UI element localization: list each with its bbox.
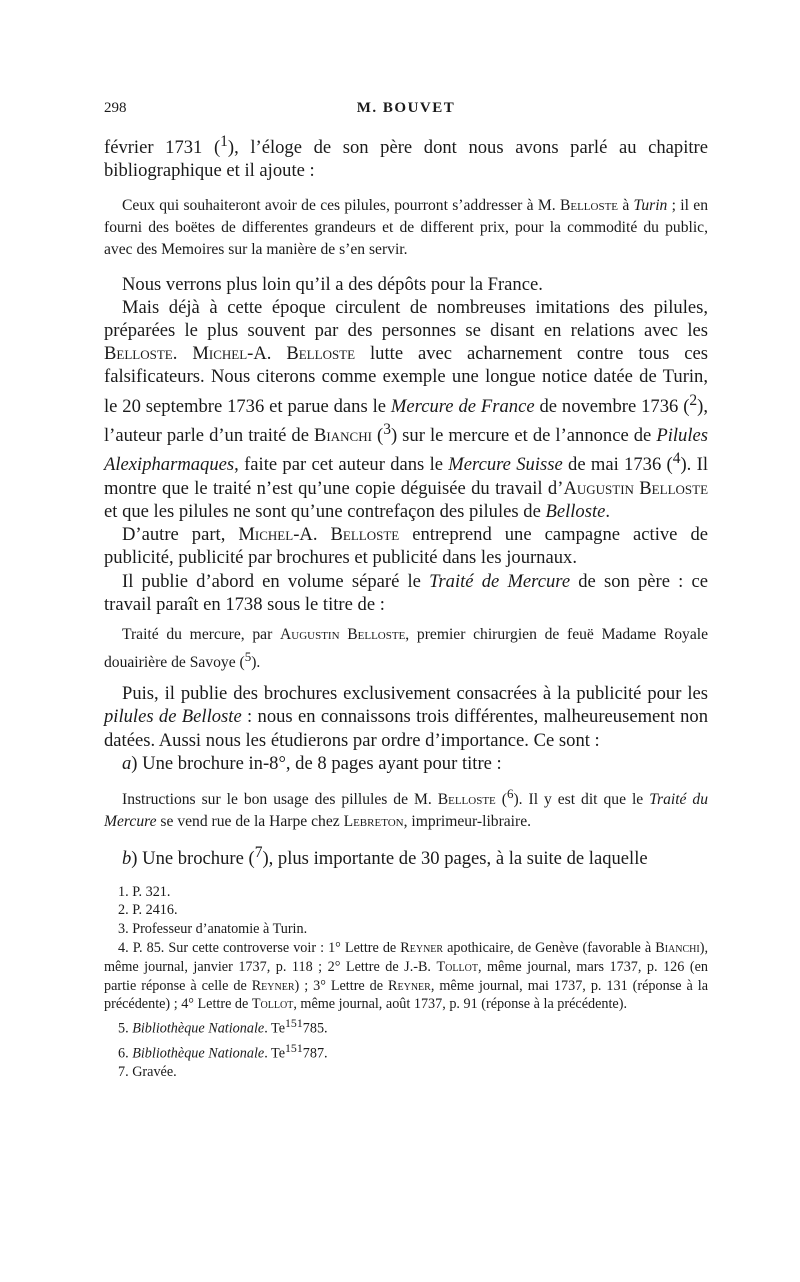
footnote-3: 3. Professeur d’anatomie à Turin.: [118, 921, 308, 938]
quotation-instructions: Instructions sur le bon usage des pillules de M. Belloste ($^6$). Il y est dit que le Traité du Mercure se vend rue de la Harpe chez Lebreton, imprimeur-libraire.: [104, 786, 709, 831]
paragraph-5: Il publie d’abord en volume séparé le Traité de Mercure de son père : ce travail paraît en 1738 sous le titre de :: [104, 570, 708, 615]
footnote-7: 7. Gravée.: [118, 1064, 177, 1081]
quotation-title: Traité du mercure, par Augustin Belloste, premier chirurgien de feuë Madame Royale douairière de Savoye ($^5$).: [104, 626, 708, 672]
footnote-5: 5. Bibliothèque Nationale. Te$^{151}$785.: [118, 1016, 328, 1037]
page-body: [104, 130, 708, 1082]
paragraph-2: Nous verrons plus loin qu’il a des dépôts pour la France.: [122, 273, 543, 295]
footnote-4: 4. P. 85. Sur cette controverse voir : 1° Lettre de Reyner apothicaire, de Genève (favorable à Bianchi), même journal, janvier 1737, p. 118 ; 2° Lettre de J.-B. Tollot, même journal, mars 1737, p. 126 (en partie réponse à celle de Reyner) ; 3° Lettre de Reyner, même journal, mai 1737, p. 131 (réponse à la précédente) ; 4° Lettre de Tollot, même journal, août 1737, p. 91 (réponse à la précédente).: [104, 939, 708, 1013]
page-header: [104, 100, 708, 122]
paragraph-1: février 1731 ($^1$), l’éloge de son père dont nous avons parlé au chapitre bibliographique et il ajoute :: [104, 133, 708, 182]
page-number: 298: [104, 100, 127, 116]
paragraph-6: Puis, il publie des brochures exclusivement consacrées à la publicité pour les pilules de Belloste : nous en connaissons trois différentes, malheureusement non datées. Aussi nous les étudierons par ordre d’importance. Ce sont :: [104, 683, 708, 751]
footnotes: [104, 883, 708, 1082]
paragraph-4: D’autre part, Michel-A. Belloste entreprend une campagne active de publicité, publicité par brochures et publicité dans les journaux.: [104, 524, 708, 569]
running-title: M. BOUVET: [356, 100, 456, 116]
footnote-2: 2. P. 2416.: [118, 902, 178, 919]
quotation-pills: Ceux qui souhaiteront avoir de ces pilules, pourront s’addresser à M. Belloste à Turin ; il en fourni des boëtes de differentes grandeurs et de different prix, pour la commodité du public, avec des Memoires sur la manière de s’en servir.: [104, 196, 708, 258]
paragraph-3: Mais déjà à cette époque circulent de nombreuses imitations des pilules, préparées le plus souvent par des personnes se disant en relations avec les Belloste. Michel-A. Belloste lutte avec acharnement contre tous ces falsificateurs. Nous citerons comme exemple une longue notice datée de Turin, le 20 septembre 1736 et parue dans le Mercure de France de novembre 1736 ($^2$), l’auteur parle d’un traité de Bianchi ($^3$) sur le mercure et de l’annonce de Pilules Alexipharmaques, faite par cet auteur dans le Mercure Suisse de mai 1736 ($^4$). Il montre que le traité n’est qu’une copie déguisée du travail d’Augustin Belloste et que les pilules ne sont qu’une contrefaçon des pilules de Belloste.: [104, 296, 709, 522]
footnote-1: 1. P. 321.: [118, 883, 171, 900]
footnote-6: 6. Bibliothèque Nationale. Te$^{151}$787.: [118, 1040, 328, 1062]
paragraph-8: b) Une brochure ($^7$), plus importante de 30 pages, à la suite de laquelle: [122, 844, 648, 870]
paragraph-7: a) Une brochure in-8°, de 8 pages ayant pour titre :: [122, 752, 502, 774]
